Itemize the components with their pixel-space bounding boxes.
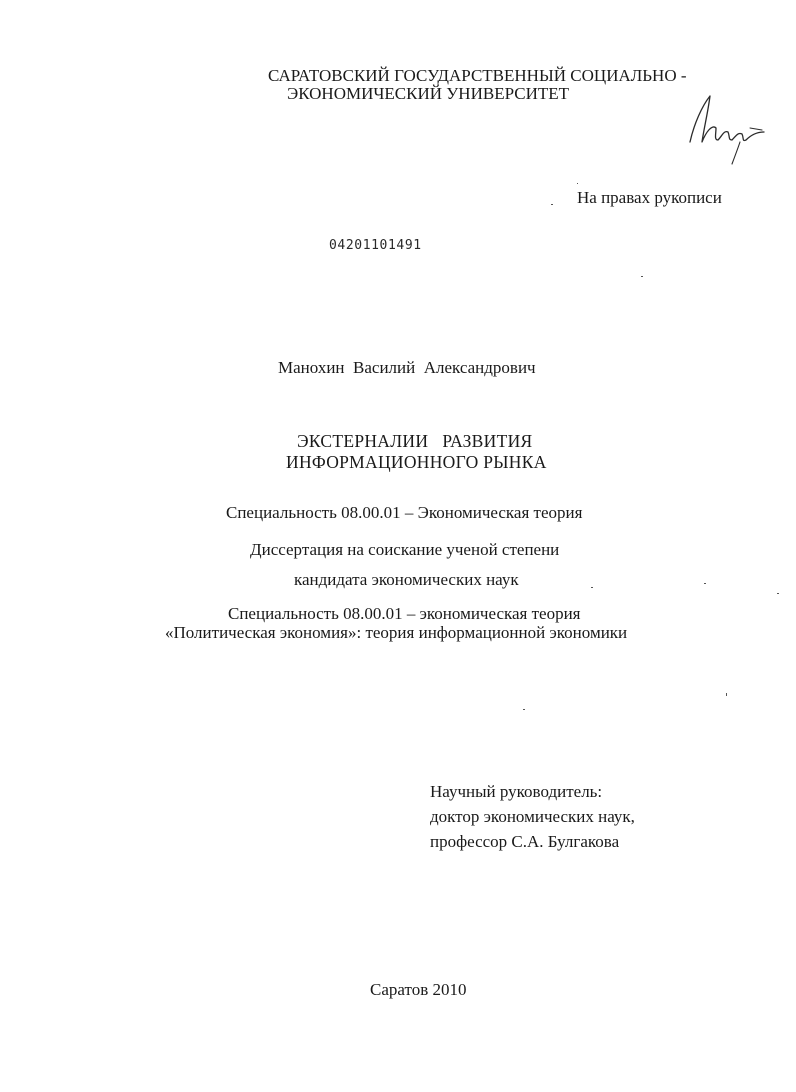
- scan-speck: [591, 587, 593, 588]
- catalog-number: 04201101491: [329, 238, 422, 253]
- scan-speck: [726, 693, 727, 696]
- scan-speck: [641, 276, 643, 277]
- university-name-line2: ЭКОНОМИЧЕСКИЙ УНИВЕРСИТЕТ: [287, 84, 570, 103]
- scan-speck: [577, 183, 578, 184]
- supervisor-degree: доктор экономических наук,: [430, 807, 635, 826]
- university-name-line1: САРАТОВСКИЙ ГОСУДАРСТВЕННЫЙ СОЦИАЛЬНО -: [268, 66, 687, 85]
- thesis-title-line1: ЭКСТЕРНАЛИИ РАЗВИТИЯ: [297, 431, 533, 451]
- supervisor-label: Научный руководитель:: [430, 782, 603, 801]
- author-name: Манохин Василий Александрович: [278, 358, 536, 377]
- scan-speck: [777, 593, 779, 594]
- degree-line1: Диссертация на соискание ученой степени: [250, 540, 560, 559]
- manuscript-rights-label: На правах рукописи: [577, 188, 722, 207]
- scan-speck: [523, 709, 525, 710]
- signature-image: [680, 84, 770, 168]
- degree-line2: кандидата экономических наук: [294, 570, 519, 589]
- scan-speck: [551, 204, 553, 205]
- supervisor-name: профессор С.А. Булгакова: [430, 832, 620, 851]
- city-year: Саратов 2010: [370, 980, 467, 999]
- scan-speck: [704, 583, 706, 584]
- thesis-title-line2: ИНФОРМАЦИОННОГО РЫНКА: [286, 452, 547, 472]
- speciality: Специальность 08.00.01 – Экономическая теория: [226, 503, 583, 522]
- speciality-secondary-line2: «Политическая экономия»: теория информационной экономики: [165, 623, 628, 642]
- speciality-secondary-line1: Специальность 08.00.01 – экономическая теория: [228, 604, 581, 623]
